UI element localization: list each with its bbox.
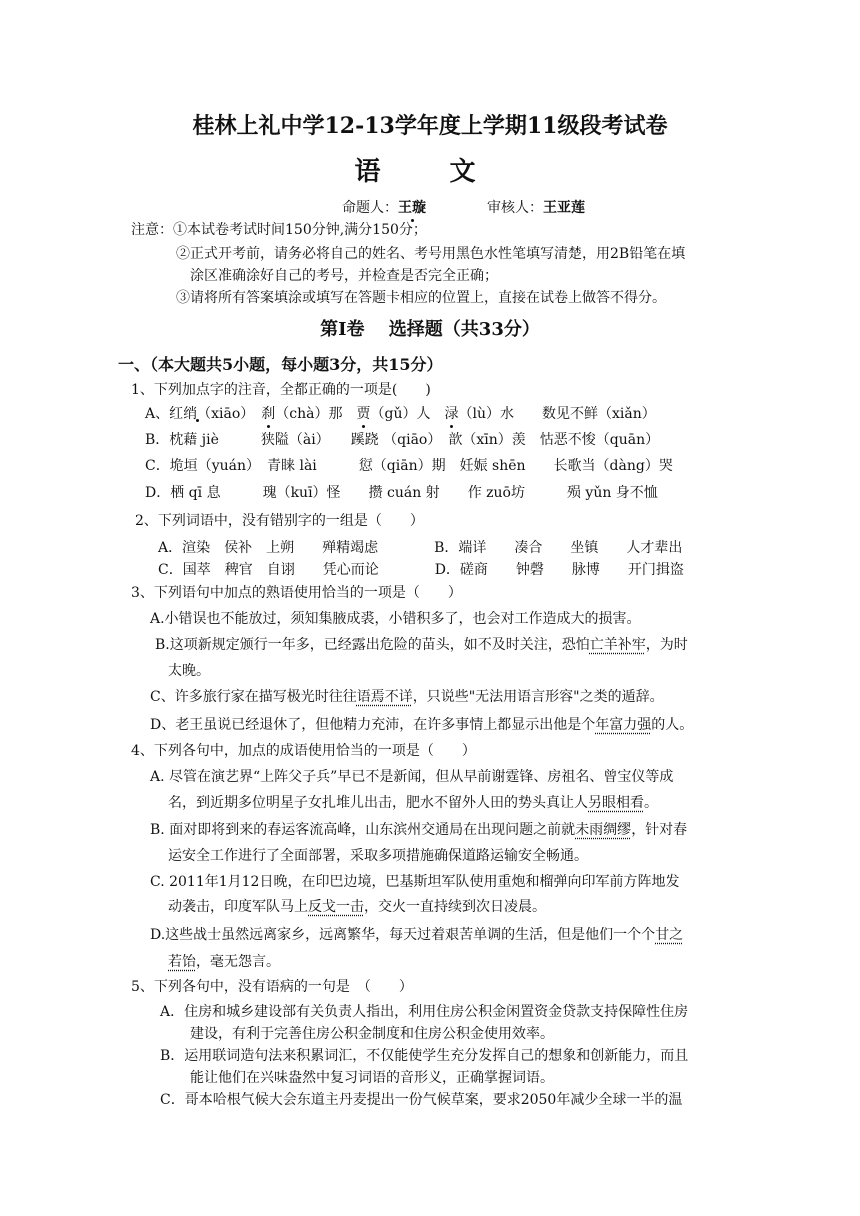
q4-option-d-cont: 若饴，毫无怨言。 — [168, 954, 280, 970]
q5-option-c: C．哥本哈根气候大会东道主丹麦提出一份气候草案，要求2050年减少全球一半的温 — [160, 1092, 683, 1108]
q4-option-b: B. 面对即将到来的春运客流高峰，山东滨州交通局在出现问题之前就未雨绸缪，针对春 — [150, 822, 688, 838]
q2-row-2: C．国萃 稗官 自诩 凭心而论 D．磋商 钟磬 脉博 开门揖盗 — [158, 562, 684, 578]
q4-a-dotted: 另眼相看 — [588, 795, 644, 811]
subject-title: 语 文 — [354, 157, 506, 187]
q5-stem: 5、下列各句中，没有语病的一句是 （ ） — [131, 979, 413, 995]
q3-option-b-cont: 太晚。 — [168, 663, 210, 679]
part-1-heading: 一、（本大题共5小题，每小题3分，共15分） — [118, 355, 443, 374]
q3-option-d: D、老王虽说已经退休了，但他精力充沛，在许多事情上都显示出他是个年富力强的人。 — [150, 717, 694, 733]
q4-d-dotted: 甘之 — [655, 927, 684, 943]
q3-option-a: A.小错误也不能放过，须知集腋成裘，小错积多了，也会对工作造成大的损害。 — [150, 611, 641, 627]
q5-option-a-cont: 建设，有利于完善住房公积金制度和住房公积金使用效率。 — [190, 1026, 554, 1042]
q3-option-b: B.这项新规定颁行一年多，已经露出危险的苗头，如不及时关注，恐怕亡羊补牢，为时 — [155, 637, 688, 653]
q5-option-a: A．住房和城乡建设部有关负责人指出，利用住房公积金闲置资金贷款支持保障性住房 — [160, 1004, 689, 1020]
q3-option-c: C、许多旅行家在描写极光时往往语焉不详，只说些"无法用语言形容"之类的遁辞。 — [150, 689, 664, 705]
q1-option-d: D．栖 qī 息 瑰（kuī）怪 攒 cuán 射 作 zuō坊 殒 yǔn 身不恤 — [145, 485, 658, 501]
reviewer-line — [487, 198, 585, 218]
reviewer-label: 审核人： — [487, 200, 543, 216]
note-2: ②正式开考前，请务必将自己的姓名、考号用黑色水性笔填写清楚，用2B铅笔在填 — [176, 246, 686, 262]
exam-title: 桂林上礼中学12-13学年度上学期11级段考试卷 — [192, 113, 668, 139]
q5-option-b: B．运用联词造句法来积累词汇，不仅能使学生充分发挥自己的想象和创新能力，而且 — [160, 1048, 689, 1064]
q4-d-dotted-2: 若饴 — [168, 954, 196, 970]
q4-c-dotted: 反戈一击 — [308, 899, 364, 915]
q4-option-d: D.这些战士虽然远离家乡，远离繁华，每天过着艰苦单调的生活，但是他们一个个甘之 — [150, 927, 684, 943]
note-2-cont: 涂区准确涂好自己的考号，并检查是否完全正确； — [190, 268, 498, 284]
q1-option-c: C．垝垣（yuán） 青睐 lài 愆（qiān）期 妊娠 shēn 长歌当（dàng）哭 — [145, 458, 673, 474]
q3-d-dotted: 年富力强 — [595, 717, 652, 733]
q1-option-a: A、红绡（xiāo） 刹（chà）那 贾（gǔ）人 渌（lù）水 数见不鲜（xiǎn） — [145, 406, 656, 422]
section-title: 第Ⅰ卷 选择题（共33分） — [320, 319, 540, 340]
author-label: 命题人： — [342, 200, 398, 216]
q2-stem: 2、下列词语中，没有错别字的一组是（ ） — [135, 513, 424, 529]
author-name: 王璇 — [398, 200, 426, 216]
note-1: 注意：①本试卷考试时间150分钟,满分150分； — [131, 222, 427, 238]
q2-row-1: A．渲染 侯补 上朔 殚精竭虑 B．端详 凑合 坐镇 人才辈出 — [158, 540, 683, 556]
q1-option-b: B．枕藉 jiè 狭隘（ài） 蹊跷 （qiāo） 歆（xīn）羡 怙恶不悛（quān） — [145, 432, 660, 448]
author-line — [342, 198, 426, 218]
q3-stem: 3、下列语句中加点的熟语使用恰当的一项是（ ） — [131, 585, 462, 601]
q3-b-dotted: 亡羊补牢 — [589, 637, 646, 653]
q4-option-c: C. 2011年1月12日晚，在印巴边境，巴基斯坦军队使用重炮和榴弹向印军前方阵地发 — [150, 874, 680, 890]
reviewer-name: 王亚莲 — [543, 200, 585, 216]
q4-option-a-cont: 名，到近期多位明星子女扎堆儿出击，肥水不留外人田的势头真让人另眼相看。 — [168, 795, 658, 811]
q5-option-b-cont: 能让他们在兴味盎然中复习词语的音形义，正确掌握词语。 — [190, 1070, 554, 1086]
q3-c-dotted: 语焉不详 — [356, 689, 413, 705]
q4-option-b-cont: 运安全工作进行了全面部署，采取多项措施确保道路运输安全畅通。 — [168, 848, 588, 864]
q4-stem: 4、下列各句中，加点的成语使用恰当的一项是（ ） — [131, 743, 476, 759]
q4-b-dotted: 未雨绸缪 — [575, 822, 632, 838]
note-3: ③请将所有答案填涂或填写在答题卡相应的位置上，直接在试卷上做答不得分。 — [176, 290, 666, 306]
q1-stem: 1、下列加点字的注音，全都正确的一项是( ) — [131, 382, 431, 398]
q4-option-c-cont: 动袭击，印度军队马上反戈一击，交火一直持续到次日凌晨。 — [168, 899, 546, 915]
q4-option-a: A. 尽管在演艺界“上阵父子兵”早已不是新闻，但从早前谢霆锋、房祖名、曾宝仪等成 — [150, 769, 674, 785]
